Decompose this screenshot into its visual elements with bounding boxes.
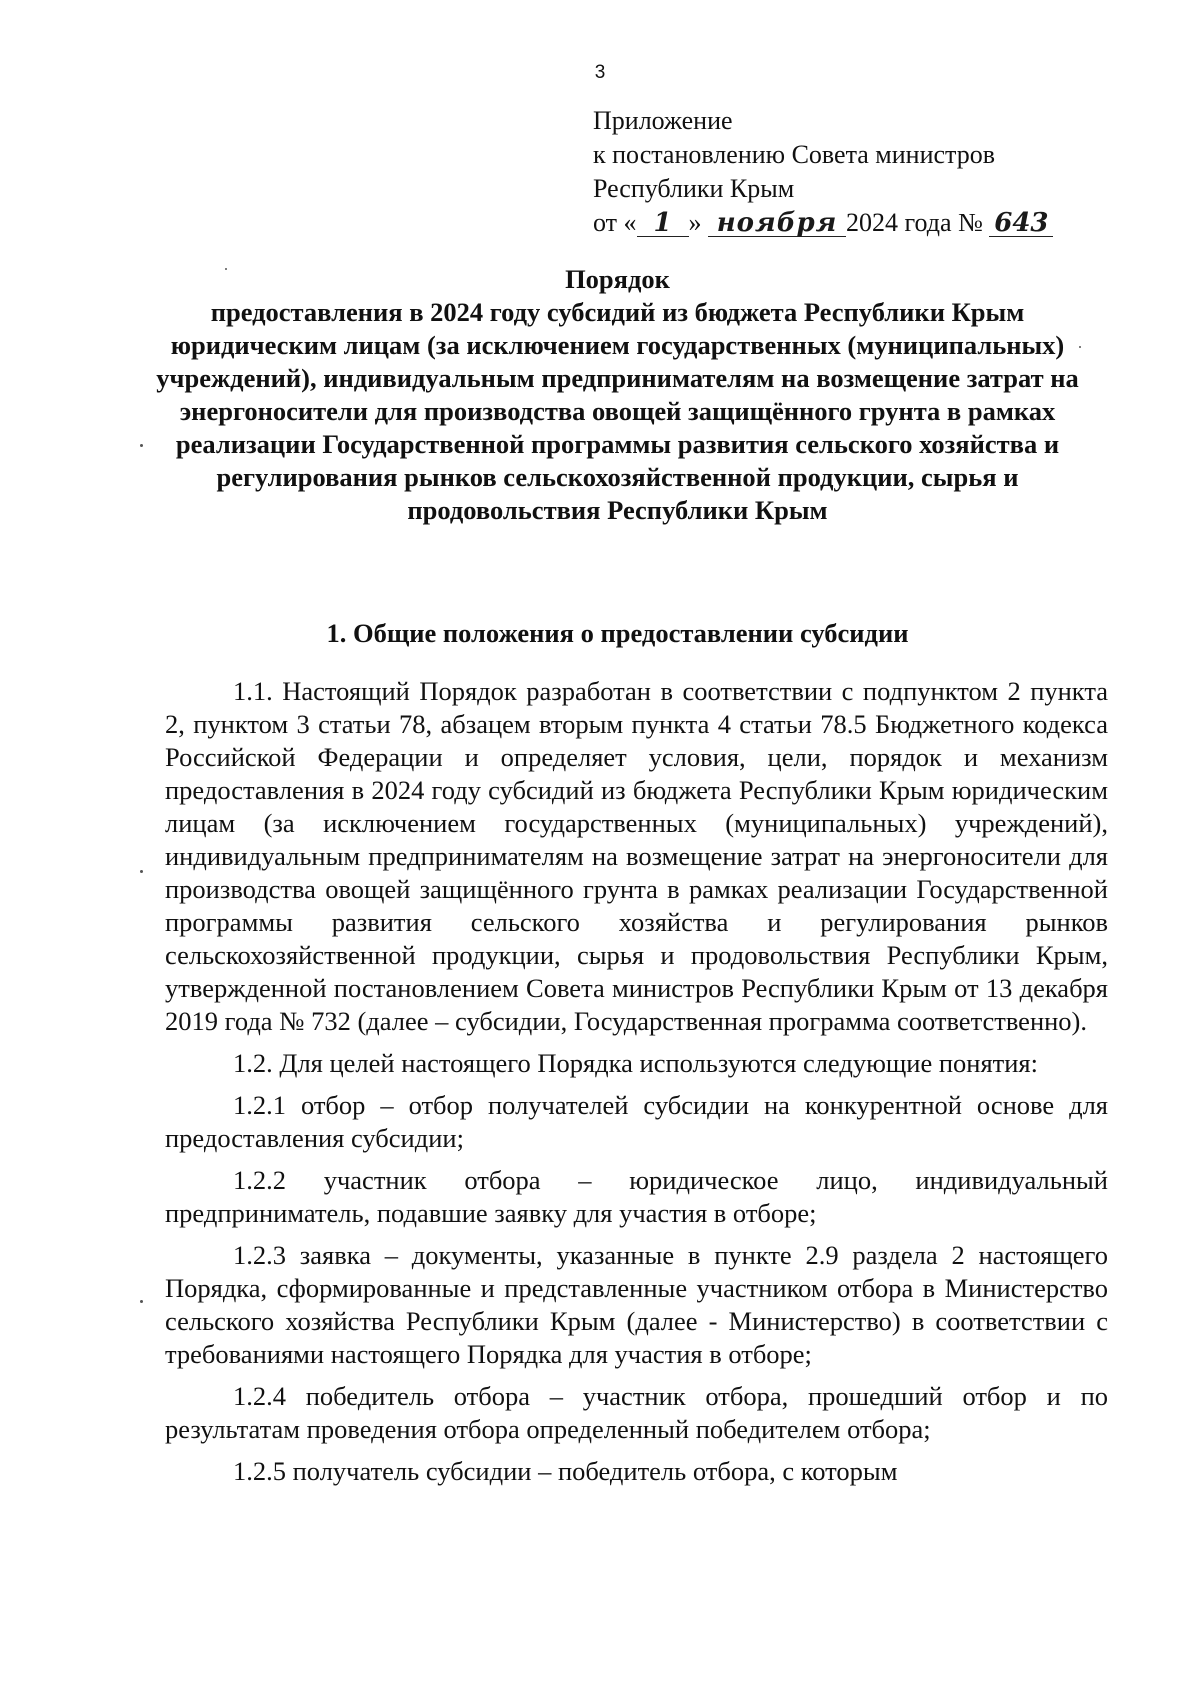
document-title <box>150 263 1085 527</box>
scan-speck <box>225 268 227 270</box>
date-suffix: 2024 года № <box>846 208 983 237</box>
appendix-republic: Республики Крым <box>593 174 795 203</box>
paragraph-1-2-4: 1.2.4 победитель отбора – участник отбора, прошедший отбор и по результатам проведения отбора определенный победителем отбора; <box>165 1381 1108 1444</box>
resolution-number: 643 <box>989 210 1053 237</box>
paragraph-1-2-3: 1.2.3 заявка – документы, указанные в пункте 2.9 раздела 2 настоящего Порядка, сформированные и представленные участником отбора в Министерство сельского хозяйства Республики Крым (далее - Министерство) в соответствии с требованиями настоящего Порядка для участия в отборе; <box>165 1240 1108 1369</box>
date-mid: » <box>688 208 702 237</box>
title-heading: Порядок <box>565 264 670 294</box>
paragraph-1-2-5: 1.2.5 получатель субсидии – победитель отбора, с которым <box>233 1456 898 1486</box>
date-month: ноября <box>708 210 846 237</box>
paragraph-1-2: 1.2. Для целей настоящего Порядка используются следующие понятия: <box>233 1048 1038 1078</box>
appendix-label: Приложение <box>593 106 733 135</box>
date-day: 1 <box>637 210 689 237</box>
appendix-date <box>593 206 1153 240</box>
date-prefix: от « <box>593 208 637 237</box>
scan-speck <box>140 870 143 873</box>
appendix-resolution: к постановлению Совета министров <box>593 140 995 169</box>
page-number: 3 <box>594 62 606 83</box>
appendix-block <box>593 104 1153 240</box>
paragraph-1-2-1: 1.2.1 отбор – отбор получателей субсидии на конкурентной основе для предоставления субсидии; <box>165 1090 1108 1153</box>
section-title: 1. Общие положения о предоставлении субсидии <box>326 618 909 648</box>
scan-speck <box>1079 346 1081 348</box>
scan-speck <box>140 444 143 447</box>
paragraph-1-2-2: 1.2.2 участник отбора – юридическое лицо, индивидуальный предприниматель, подавшие заявку для участия в отборе; <box>165 1165 1108 1228</box>
scan-speck <box>140 1300 143 1303</box>
title-subtitle: предоставления в 2024 году субсидий из бюджета Республики Крым юридическим лицам (за исключением государственных (муниципальных) учреждений), индивидуальным предпринимателям на возмещение затрат на энергоносители для производства овощей защищённого грунта в рамках реализации Государственной программы развития сельского хозяйства и регулирования рынков сельскохозяйственной продукции, сырья и продовольствия Республики Крым <box>156 297 1079 525</box>
document-body <box>165 675 1108 1497</box>
paragraph-1-1: 1.1. Настоящий Порядок разработан в соответствии с подпунктом 2 пункта 2, пунктом 3 статьи 78, абзацем вторым пункта 4 статьи 78.5 Бюджетного кодекса Российской Федерации и определяет условия, цели, порядок и механизм предоставления в 2024 году субсидий из бюджета Республики Крым юридическим лицам (за исключением государственных (муниципальных) учреждений), индивидуальным предпринимателям на возмещение затрат на энергоносители для производства овощей защищённого грунта в рамках реализации Государственной программы развития сельского хозяйства и регулирования рынков сельскохозяйственной продукции, сырья и продовольствия Республики Крым, утвержденной постановлением Совета министров Республики Крым от 13 декабря 2019 года № 732 (далее – субсидии, Государственная программа соответственно). <box>165 676 1108 1036</box>
